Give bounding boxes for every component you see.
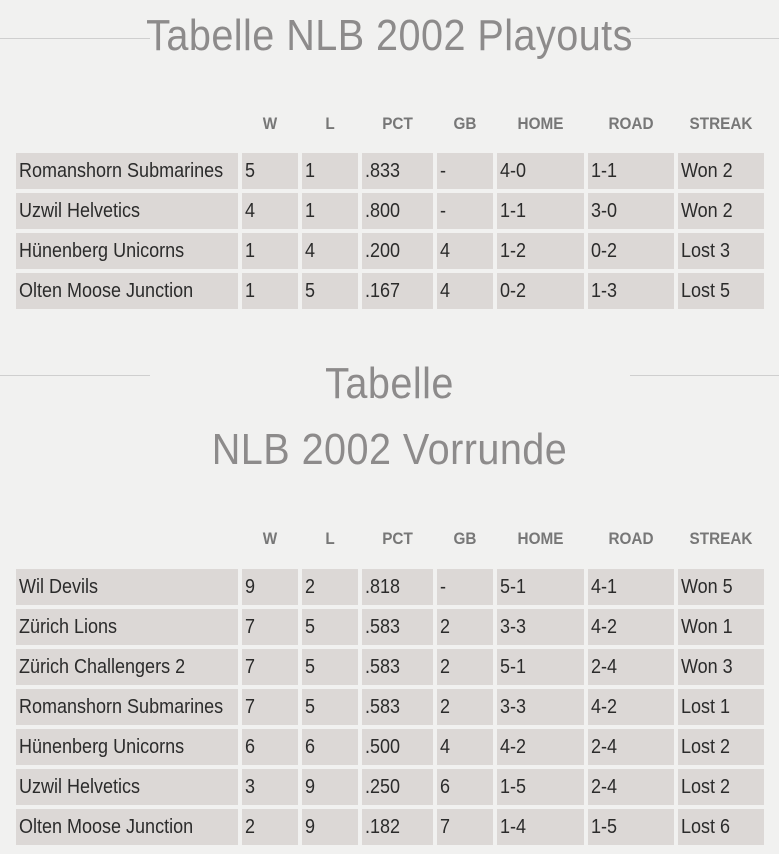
column-header-home: HOME xyxy=(517,114,564,133)
cell-team xyxy=(16,569,238,605)
cell-team xyxy=(16,153,238,189)
cell-streak xyxy=(678,153,764,189)
cell-pct-text: .818 xyxy=(365,576,401,598)
cell-gb-text: 4 xyxy=(440,736,451,758)
cell-pct-text: .833 xyxy=(365,160,401,182)
cell-road-text: 1-3 xyxy=(591,280,618,302)
cell-road xyxy=(588,689,674,725)
cell-team xyxy=(16,729,238,765)
cell-streak-text: Lost 1 xyxy=(681,696,731,718)
cell-w xyxy=(242,569,298,605)
cell-l xyxy=(302,273,358,309)
cell-streak-text: Lost 6 xyxy=(681,816,731,838)
cell-w-text: 6 xyxy=(245,736,256,758)
table-row xyxy=(0,609,779,645)
cell-streak xyxy=(678,769,764,805)
table-row xyxy=(0,769,779,805)
cell-home xyxy=(497,649,584,685)
cell-pct xyxy=(362,769,433,805)
cell-w-text: 2 xyxy=(245,816,256,838)
cell-road-text: 4-2 xyxy=(591,616,618,638)
cell-team xyxy=(16,193,238,229)
cell-road xyxy=(588,609,674,645)
cell-w-text: 7 xyxy=(245,616,256,638)
column-header-road: ROAD xyxy=(608,114,654,133)
cell-w-text: 7 xyxy=(245,696,256,718)
cell-pct-text: .182 xyxy=(365,816,401,838)
cell-pct xyxy=(362,689,433,725)
cell-l-text: 5 xyxy=(305,616,316,638)
cell-gb-text: 7 xyxy=(440,816,451,838)
cell-road xyxy=(588,649,674,685)
cell-team xyxy=(16,769,238,805)
cell-team-text: Romanshorn Submarines xyxy=(19,160,224,182)
table-row xyxy=(0,809,779,845)
cell-pct xyxy=(362,193,433,229)
cell-home xyxy=(497,193,584,229)
cell-home xyxy=(497,609,584,645)
cell-team xyxy=(16,233,238,269)
cell-streak xyxy=(678,689,764,725)
cell-w-text: 5 xyxy=(245,160,256,182)
cell-team xyxy=(16,689,238,725)
cell-w xyxy=(242,273,298,309)
cell-streak-text: Lost 3 xyxy=(681,240,731,262)
cell-home-text: 0-2 xyxy=(500,280,527,302)
cell-l-text: 1 xyxy=(305,160,316,182)
cell-w xyxy=(242,609,298,645)
cell-l xyxy=(302,649,358,685)
cell-streak-text: Lost 2 xyxy=(681,776,731,798)
cell-l-text: 6 xyxy=(305,736,316,758)
cell-home-text: 1-1 xyxy=(500,200,527,222)
column-header-home: HOME xyxy=(517,529,564,548)
cell-w xyxy=(242,689,298,725)
cell-gb xyxy=(437,153,493,189)
table-row xyxy=(0,193,779,229)
cell-home-text: 4-0 xyxy=(500,160,527,182)
cell-team-text: Zürich Challengers 2 xyxy=(19,656,186,678)
cell-gb-text: 4 xyxy=(440,280,451,302)
cell-road-text: 4-2 xyxy=(591,696,618,718)
vorrunde-title-line-1: Tabelle xyxy=(325,359,454,408)
cell-home xyxy=(497,273,584,309)
cell-streak xyxy=(678,609,764,645)
cell-streak xyxy=(678,193,764,229)
cell-w xyxy=(242,809,298,845)
column-header-gb: GB xyxy=(453,114,477,133)
cell-l xyxy=(302,689,358,725)
cell-road xyxy=(588,729,674,765)
column-header-road: ROAD xyxy=(608,529,654,548)
vorrunde-title-line-2: NLB 2002 Vorrunde xyxy=(211,425,568,474)
column-header-w: W xyxy=(262,529,278,548)
cell-road-text: 2-4 xyxy=(591,656,618,678)
cell-team-text: Olten Moose Junction xyxy=(19,816,194,838)
cell-streak xyxy=(678,729,764,765)
cell-l xyxy=(302,233,358,269)
cell-gb xyxy=(437,193,493,229)
column-header-streak: STREAK xyxy=(689,114,753,133)
cell-road-text: 1-5 xyxy=(591,816,618,838)
cell-w xyxy=(242,193,298,229)
cell-gb xyxy=(437,689,493,725)
cell-streak-text: Won 1 xyxy=(681,616,733,638)
cell-streak-text: Lost 2 xyxy=(681,736,731,758)
cell-road-text: 4-1 xyxy=(591,576,618,598)
column-header-pct: PCT xyxy=(382,529,413,548)
cell-w xyxy=(242,649,298,685)
cell-pct xyxy=(362,729,433,765)
cell-l xyxy=(302,809,358,845)
cell-home xyxy=(497,769,584,805)
cell-team-text: Wil Devils xyxy=(19,576,99,598)
table-row xyxy=(0,649,779,685)
cell-team-text: Olten Moose Junction xyxy=(19,280,194,302)
cell-pct-text: .583 xyxy=(365,656,401,678)
cell-l-text: 5 xyxy=(305,280,316,302)
cell-pct xyxy=(362,233,433,269)
cell-streak xyxy=(678,273,764,309)
cell-streak-text: Won 5 xyxy=(681,576,733,598)
column-header-l: L xyxy=(325,114,335,133)
cell-home xyxy=(497,809,584,845)
cell-w-text: 4 xyxy=(245,200,256,222)
cell-l-text: 2 xyxy=(305,576,316,598)
cell-pct xyxy=(362,569,433,605)
cell-home-text: 5-1 xyxy=(500,576,527,598)
cell-home-text: 1-5 xyxy=(500,776,527,798)
cell-road xyxy=(588,233,674,269)
cell-home xyxy=(497,689,584,725)
cell-road-text: 2-4 xyxy=(591,736,618,758)
cell-streak-text: Won 2 xyxy=(681,160,733,182)
table-header xyxy=(0,110,779,138)
cell-w-text: 3 xyxy=(245,776,256,798)
cell-team-text: Uzwil Helvetics xyxy=(19,776,141,798)
cell-home-text: 3-3 xyxy=(500,616,527,638)
cell-l-text: 4 xyxy=(305,240,316,262)
cell-road-text: 2-4 xyxy=(591,776,618,798)
cell-road-text: 0-2 xyxy=(591,240,618,262)
cell-pct-text: .500 xyxy=(365,736,401,758)
cell-team xyxy=(16,273,238,309)
cell-gb-text: 6 xyxy=(440,776,451,798)
cell-road xyxy=(588,193,674,229)
cell-l-text: 9 xyxy=(305,776,316,798)
cell-l xyxy=(302,769,358,805)
cell-streak xyxy=(678,809,764,845)
cell-team-text: Hünenberg Unicorns xyxy=(19,736,185,758)
cell-team-text: Hünenberg Unicorns xyxy=(19,240,185,262)
cell-gb-text: - xyxy=(440,576,447,598)
cell-home xyxy=(497,153,584,189)
cell-gb xyxy=(437,233,493,269)
cell-team-text: Uzwil Helvetics xyxy=(19,200,141,222)
cell-streak-text: Won 3 xyxy=(681,656,733,678)
cell-gb-text: - xyxy=(440,160,447,182)
cell-pct xyxy=(362,609,433,645)
cell-streak xyxy=(678,649,764,685)
cell-l-text: 1 xyxy=(305,200,316,222)
cell-streak-text: Won 2 xyxy=(681,200,733,222)
column-header-l: L xyxy=(325,529,335,548)
table-row xyxy=(0,569,779,605)
cell-gb-text: 4 xyxy=(440,240,451,262)
column-header-streak: STREAK xyxy=(689,529,753,548)
cell-pct-text: .583 xyxy=(365,696,401,718)
cell-w xyxy=(242,769,298,805)
cell-l xyxy=(302,153,358,189)
table-row xyxy=(0,729,779,765)
cell-l-text: 9 xyxy=(305,816,316,838)
cell-home-text: 1-2 xyxy=(500,240,527,262)
cell-pct-text: .583 xyxy=(365,616,401,638)
cell-w-text: 1 xyxy=(245,240,256,262)
cell-l-text: 5 xyxy=(305,656,316,678)
table-row xyxy=(0,233,779,269)
column-header-gb: GB xyxy=(453,529,477,548)
cell-gb xyxy=(437,273,493,309)
cell-home-text: 1-4 xyxy=(500,816,527,838)
cell-l-text: 5 xyxy=(305,696,316,718)
cell-w xyxy=(242,729,298,765)
cell-l xyxy=(302,609,358,645)
cell-w xyxy=(242,233,298,269)
column-header-w: W xyxy=(262,114,278,133)
cell-team-text: Zürich Lions xyxy=(19,616,118,638)
cell-w-text: 9 xyxy=(245,576,256,598)
table-row xyxy=(0,153,779,189)
cell-team xyxy=(16,649,238,685)
cell-gb xyxy=(437,609,493,645)
table-row xyxy=(0,273,779,309)
cell-home xyxy=(497,729,584,765)
cell-gb xyxy=(437,809,493,845)
cell-road xyxy=(588,569,674,605)
cell-road xyxy=(588,153,674,189)
cell-home xyxy=(497,233,584,269)
cell-pct xyxy=(362,273,433,309)
cell-streak xyxy=(678,233,764,269)
cell-l xyxy=(302,193,358,229)
cell-home xyxy=(497,569,584,605)
cell-team xyxy=(16,609,238,645)
cell-pct-text: .250 xyxy=(365,776,401,798)
cell-pct-text: .167 xyxy=(365,280,401,302)
cell-road-text: 3-0 xyxy=(591,200,618,222)
cell-gb-text: 2 xyxy=(440,616,451,638)
cell-pct-text: .200 xyxy=(365,240,401,262)
cell-road-text: 1-1 xyxy=(591,160,618,182)
cell-gb xyxy=(437,729,493,765)
cell-pct xyxy=(362,809,433,845)
cell-pct xyxy=(362,649,433,685)
playouts-title: Tabelle NLB 2002 Playouts xyxy=(146,11,633,60)
cell-streak-text: Lost 5 xyxy=(681,280,731,302)
cell-w xyxy=(242,153,298,189)
cell-team xyxy=(16,809,238,845)
cell-road xyxy=(588,273,674,309)
cell-l xyxy=(302,569,358,605)
cell-l xyxy=(302,729,358,765)
cell-home-text: 4-2 xyxy=(500,736,527,758)
cell-streak xyxy=(678,569,764,605)
cell-home-text: 3-3 xyxy=(500,696,527,718)
cell-w-text: 7 xyxy=(245,656,256,678)
cell-gb xyxy=(437,649,493,685)
cell-gb-text: - xyxy=(440,200,447,222)
cell-gb xyxy=(437,569,493,605)
cell-w-text: 1 xyxy=(245,280,256,302)
cell-road xyxy=(588,809,674,845)
table-row xyxy=(0,689,779,725)
cell-home-text: 5-1 xyxy=(500,656,527,678)
cell-gb-text: 2 xyxy=(440,696,451,718)
column-header-pct: PCT xyxy=(382,114,413,133)
cell-pct-text: .800 xyxy=(365,200,401,222)
cell-team-text: Romanshorn Submarines xyxy=(19,696,224,718)
cell-pct xyxy=(362,153,433,189)
cell-gb xyxy=(437,769,493,805)
table-header xyxy=(0,525,779,553)
cell-gb-text: 2 xyxy=(440,656,451,678)
cell-road xyxy=(588,769,674,805)
